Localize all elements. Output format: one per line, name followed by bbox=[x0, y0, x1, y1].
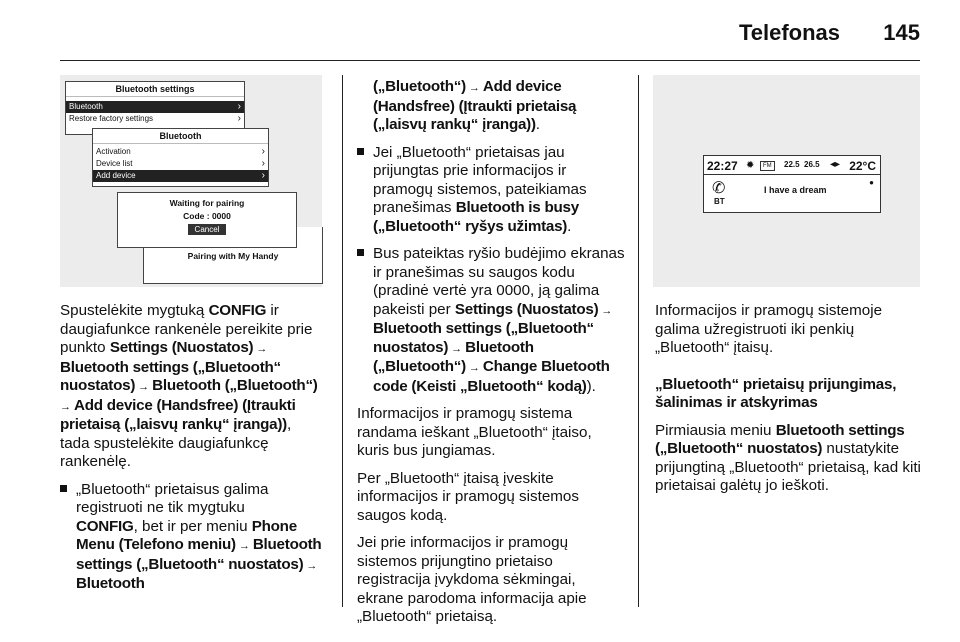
bold-text: CONFIG bbox=[76, 517, 134, 535]
menu-item-label: Activation bbox=[96, 147, 131, 156]
menu-item-add-device[interactable] bbox=[93, 170, 268, 182]
page-title: Telefonas bbox=[738, 20, 840, 45]
bold-text: Settings (Nuostatos) bbox=[454, 300, 599, 318]
menu-item-activation[interactable] bbox=[93, 146, 268, 158]
bold-text: Bluetooth is busy („Bluetooth“ ryšys užimtas) bbox=[373, 199, 579, 235]
bullet-icon bbox=[357, 148, 364, 155]
bold-text: Bluetooth settings („Bluetooth“ nuostatos) bbox=[60, 358, 281, 394]
menu-item-label: Device list bbox=[96, 159, 133, 168]
song-title: I have a dream bbox=[764, 185, 827, 195]
text: Jei „Bluetooth“ prietaisas jau prijungtas prie informacijos ir pramogų sistemos, pateikiamas pranešimas bbox=[373, 143, 587, 216]
text: , tada spustelėkite daugiafunkcę rankenėlę. bbox=[60, 416, 292, 470]
paragraph: Jei prie informacijos ir pramogų sistemos prijungtino prietaiso registracija įvykdoma sėkmingai, ekrane parodoma informacija apie „Bluetooth“ prietaisą. bbox=[357, 534, 587, 625]
list-item bbox=[357, 245, 625, 396]
bluetooth-settings-figure bbox=[60, 75, 322, 287]
bold-text: Bluetooth („Bluetooth“) bbox=[152, 377, 318, 394]
bold-text: Bluetooth settings („Bluetooth“ nuostatos) bbox=[373, 320, 594, 356]
waiting-for-pairing-window bbox=[117, 192, 297, 248]
chevron-right-icon: › bbox=[261, 146, 265, 157]
paragraph bbox=[357, 78, 625, 135]
arrow-icon: → bbox=[601, 304, 613, 317]
menu-item-label: Bluetooth bbox=[69, 102, 103, 111]
speaker-icon: ◂▸ bbox=[830, 159, 841, 170]
arrow-icon: → bbox=[238, 540, 250, 552]
menu-item-device-list[interactable] bbox=[93, 158, 268, 170]
display-figure bbox=[653, 75, 920, 287]
bold-text: Bluetooth bbox=[76, 575, 145, 592]
menu-item-bluetooth[interactable] bbox=[66, 101, 244, 113]
text: , bet ir per meniu bbox=[133, 517, 252, 535]
fm-icon: FM bbox=[760, 161, 775, 171]
bold-text: Phone Menu (Telefono meniu) bbox=[76, 517, 297, 553]
menu-item-label: Restore factory settings bbox=[69, 114, 154, 123]
text: nustatykite prijungtiną „Bluetooth“ prietaisą, kad kiti prietaisai galėtų jo ieškoti. bbox=[655, 440, 921, 494]
column-1 bbox=[60, 302, 324, 603]
bold-text: („Bluetooth“) bbox=[373, 78, 466, 95]
column-3 bbox=[655, 302, 923, 505]
temperature-text: 22°C bbox=[849, 159, 876, 173]
arrow-icon: → bbox=[60, 400, 71, 413]
bold-text: Add device (Handsfree) (Įtraukti prietaisą („laisvų rankų“ įranga)) bbox=[60, 396, 296, 433]
window-title: Bluetooth bbox=[93, 129, 268, 144]
bullet-icon bbox=[60, 485, 67, 492]
page-header bbox=[60, 0, 920, 61]
window-title: Bluetooth settings bbox=[66, 82, 244, 97]
arrow-icon: → bbox=[468, 362, 480, 374]
column-divider-1 bbox=[342, 75, 343, 607]
left-temp-text: 22.5 bbox=[784, 160, 800, 169]
list-item bbox=[60, 481, 324, 594]
bluetooth-icon: ● bbox=[869, 178, 874, 187]
text: Spustelėkite mygtuką bbox=[60, 302, 209, 319]
arrow-icon: → bbox=[468, 82, 480, 94]
menu-item-restore[interactable] bbox=[66, 113, 244, 125]
bold-text: Add device (Handsfree) (Įtraukti prietaisą („laisvų rankų“ įranga)) bbox=[373, 78, 577, 133]
paragraph: Per „Bluetooth“ įtaisą įveskite informacijos ir pramogų sistemos saugos kodą. bbox=[357, 469, 579, 524]
bold-text: Nuostatos) bbox=[176, 339, 254, 356]
divider bbox=[704, 174, 880, 175]
paragraph bbox=[655, 422, 923, 496]
menu-item-label: Add device bbox=[96, 171, 136, 180]
chevron-right-icon: › bbox=[261, 170, 265, 181]
list-item bbox=[357, 144, 625, 237]
text: Pirmiausia meniu bbox=[655, 421, 776, 439]
bullet-icon bbox=[357, 249, 364, 256]
phone-icon: ✆ bbox=[712, 180, 726, 197]
bold-text: Bluetooth settings („Bluetooth“ nuostatos) bbox=[655, 421, 905, 457]
text: . bbox=[567, 217, 572, 235]
text: Bus pateiktas ryšio budėjimo ekranas ir pranešimas su saugos kodu (pradinė vertė yra 0000, ją galima pakeisti per bbox=[373, 245, 625, 318]
pairing-code: Code : 0000 bbox=[183, 211, 231, 221]
bold-text: Settings (Nuostatos) bbox=[109, 339, 254, 356]
text: ). bbox=[586, 377, 596, 395]
bluetooth-window bbox=[92, 128, 269, 187]
text: . bbox=[535, 116, 541, 133]
text: ir daugiafunkce rankenėle pereikite prie punkto bbox=[60, 302, 313, 356]
pairing-success-text: Pairing with My Handy bbox=[187, 251, 279, 261]
right-temp-text: 26.5 bbox=[804, 160, 820, 169]
bold-text: Change Bluetooth code (Keisti „Bluetooth“ kodą) bbox=[373, 358, 610, 395]
bold-text: CONFIG bbox=[208, 302, 267, 319]
bt-label: BT bbox=[714, 197, 725, 206]
pairing-title: Waiting for pairing bbox=[169, 198, 245, 208]
section-heading: „Bluetooth“ prietaisų prijungimas, šalinimas ir atskyrimas bbox=[655, 375, 897, 411]
sun-icon: ✹ bbox=[746, 160, 755, 171]
paragraph: Informacijos ir pramogų sistemoje galima užregistruoti iki penkių „Bluetooth“ įtaisų. bbox=[655, 302, 883, 356]
arrow-icon: → bbox=[451, 342, 463, 355]
bluetooth-settings-window bbox=[65, 81, 245, 135]
text: „Bluetooth“ prietaisus galima registruoti ne tik mygtuku bbox=[76, 480, 269, 516]
cancel-button[interactable]: Cancel bbox=[188, 224, 227, 235]
column-2 bbox=[357, 78, 625, 636]
chevron-right-icon: › bbox=[237, 113, 241, 124]
arrow-icon: → bbox=[256, 343, 268, 355]
clock-text: 22:27 bbox=[707, 159, 738, 173]
chevron-right-icon: › bbox=[261, 158, 265, 169]
bold-text: Bluetooth settings („Bluetooth“ nuostatos) bbox=[76, 536, 322, 573]
page-number: 145 bbox=[883, 20, 920, 45]
arrow-icon: → bbox=[138, 381, 150, 393]
column-divider-2 bbox=[638, 75, 639, 607]
arrow-icon: → bbox=[306, 559, 318, 572]
bold-text: Bluetooth („Bluetooth“) bbox=[373, 338, 534, 375]
paragraph: Informacijos ir pramogų sistema randama ieškant „Bluetooth“ įtaiso, kuris bus jungiamas. bbox=[357, 405, 592, 459]
paragraph bbox=[60, 302, 324, 472]
info-display bbox=[703, 155, 881, 213]
chevron-right-icon: › bbox=[237, 101, 241, 112]
